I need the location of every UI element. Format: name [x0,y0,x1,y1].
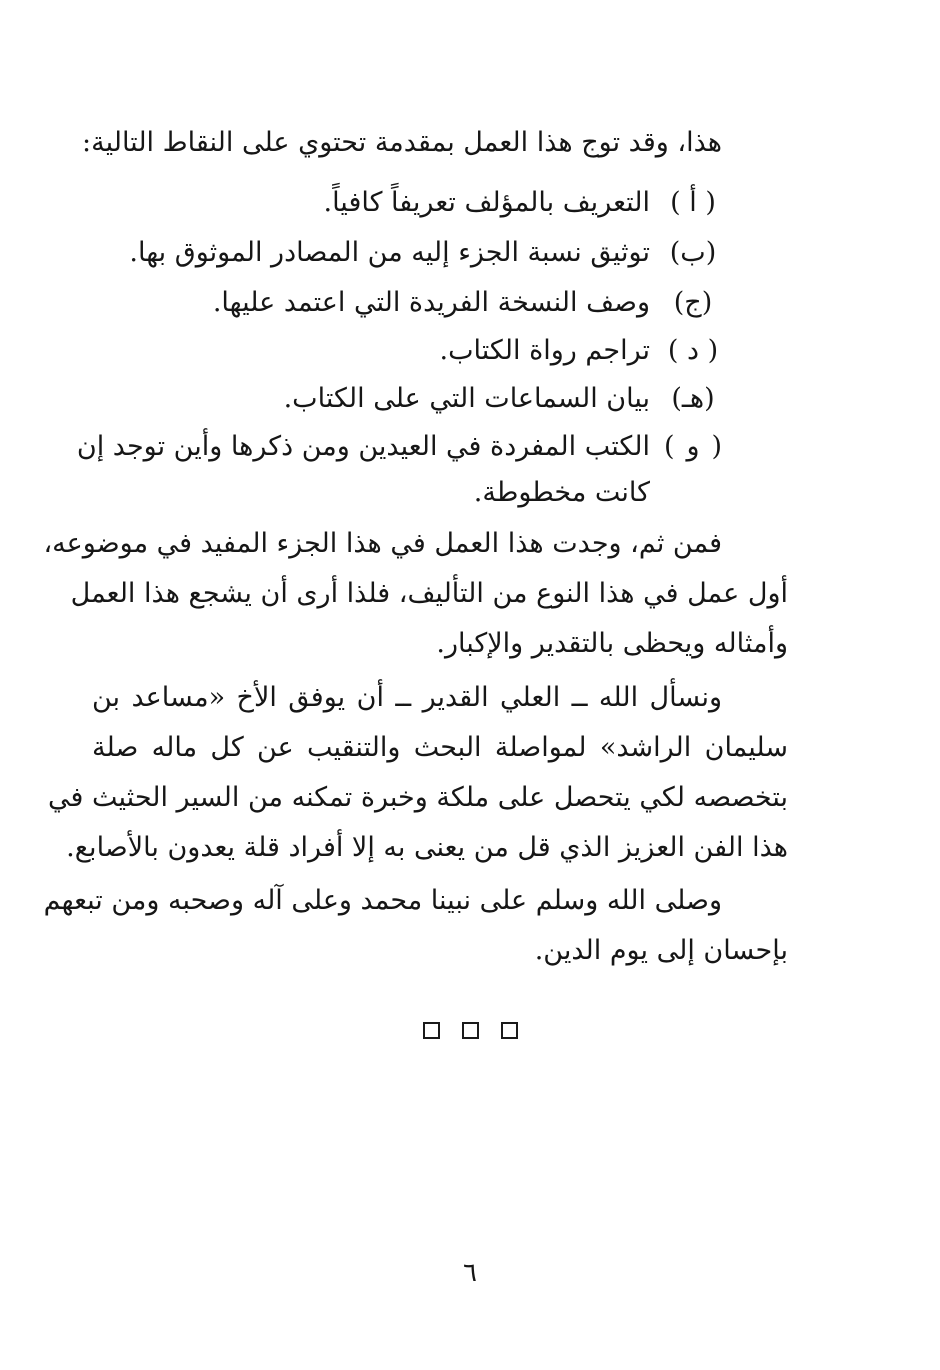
intro-section [76,121,788,508]
list-item-text: الكتب المفردة في العيدين ومن ذكرها وأين توجد إن [76,431,650,462]
list-marker: ( د ) [667,335,719,366]
list-item-continuation: كانت مخطوطة. [473,477,650,508]
list-item-d [440,329,722,373]
list-marker: ( و ) [664,431,722,462]
closing-paragraph [43,879,788,979]
page-number: ٦ [463,1258,477,1288]
list-marker: ( أ ) [670,187,716,218]
square-ornament-icon [501,1022,518,1039]
paragraph-line: ونسأل الله ــ العلي القدير ــ أن يوفق الأخ «مساعد بن [92,682,722,713]
list-item-c [213,281,722,325]
paragraph-line: أول عمل في هذا النوع من التأليف، فلذا أرى أن يشجع هذا العمل [70,578,788,609]
list-marker: (ج) [673,287,713,318]
paragraph-line: بإحسان إلى يوم الدين. [534,935,788,966]
paragraph-line: هذا الفن العزيز الذي قل من يعنى به إلا أفراد قلة يعدون بالأصابع. [66,832,788,863]
list-marker: (هـ) [671,383,715,414]
paragraph-line: وصلى الله وسلم على نبينا محمد وعلى آله وصحبه ومن تبعهم [43,885,722,916]
list-item-text: تراجم رواة الكتاب. [439,335,650,366]
list-item-b [129,231,722,275]
list-item-w [76,425,722,469]
intro-line: هذا، وقد توج هذا العمل بمقدمة تحتوي على النقاط التالية: [82,127,722,158]
list-item-text: توثيق نسبة الجزء إليه من المصادر الموثوق بها. [129,237,650,268]
paragraph-line: بتخصصه لكي يتحصل على ملكة وخبرة تمكنه من السير الحثيث في [48,782,788,813]
list-item-text: وصف النسخة الفريدة التي اعتمد عليها. [212,287,650,318]
paragraph-1 [43,522,788,672]
paragraph-line: وأمثاله ويحظى بالتقدير والإكبار. [436,628,788,659]
list-item-h [284,377,722,421]
list-item-text: بيان السماعات التي على الكتاب. [283,383,650,414]
list-marker: (ب) [669,237,717,268]
paragraph-2 [48,676,788,876]
square-ornament-icon [423,1022,440,1039]
list-item-text: التعريف بالمؤلف تعريفاً كافياً. [323,187,650,218]
list-item-a [324,181,723,225]
paragraph-line: سليمان الراشد» لمواصلة البحث والتنقيب عن كل ماله صلة [92,732,788,763]
section-divider [0,1020,940,1044]
square-ornament-icon [462,1022,479,1039]
paragraph-line: فمن ثم، وجدت هذا العمل في هذا الجزء المفيد في موضوعه، [43,528,722,559]
